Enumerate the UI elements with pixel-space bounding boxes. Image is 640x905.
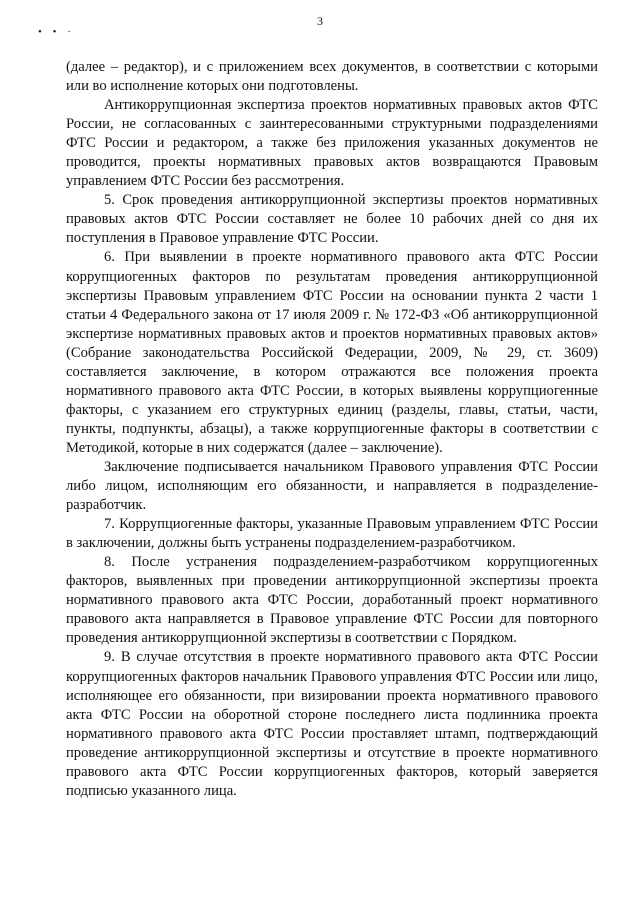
paragraph-item-5: 5. Срок проведения антикоррупционной экспертизы проектов нормативных правовых актов ФТС России составляет не более 10 рабочих дней со дня их поступления в Правовое управление ФТС России. — [66, 192, 598, 247]
page-number: 3 — [317, 14, 323, 28]
paragraph-item-9: 9. В случае отсутствия в проекте нормативного правового акта ФТС России коррупциогенных факторов начальник Правового управления ФТС России или лицо, исполняющее его обязанности, при визировании проекта нормативного правового акта ФТС России на оборотной стороне последнего листа подлинника проекта нормативного правового акта ФТС России проставляет штамп, подтверждающий проведение антикоррупционной экспертизы и отсутствие в проекте нормативного правового акта ФТС России коррупциогенных факторов, который заверяется подписью указанного лица. — [66, 649, 598, 799]
paragraph-item-8: 8. После устранения подразделением-разработчиком коррупциогенных факторов, выявленных при проведении антикоррупционной экспертизы проекта нормативного правового акта ФТС России, доработанный проект нормативного правового акта направляется в Правовое управление ФТС России для повторного проведения антикоррупционной экспертизы в соответствии с Порядком. — [66, 554, 598, 647]
paragraph-item-6: 6. При выявлении в проекте нормативного правового акта ФТС России коррупциогенных факторов по результатам проведения антикоррупционной экспертизы Правовым управлением ФТС России на основании пункта 2 части 1 статьи 4 Федерального закона от 17 июля 2009 г. № 172-ФЗ «Об антикоррупционной экспертизе нормативных правовых актов и проектов нормативных правовых актов» (Собрание законодательства Российской Федерации, 2009, № 29, ст. 3609) составляется заключение, в котором отражаются все положения проекта нормативного правового акта ФТС России, в которых выявлены коррупциогенные факторы, с указанием его структурных единиц (разделы, главы, статьи, части, пункты, подпункты, абзацы), а также коррупциогенные факторы в соответствии с Методикой, которые в них содержатся (далее – заключение). — [66, 249, 598, 456]
document-body — [66, 58, 598, 801]
paragraph-conclusion-signing: Заключение подписывается начальником Правового управления ФТС России либо лицом, исполняющим его обязанности, и направляется в подразделение-разработчик. — [66, 458, 598, 514]
paragraph-expertise-rejection: Антикоррупционная экспертиза проектов нормативных правовых актов ФТС России, не согласованных с заинтересованными структурными подразделениями ФТС России и редактором, а также без приложения указанных документов не проводится, проекты нормативных правовых актов возвращаются Правовым управлением ФТС России без рассмотрения. — [66, 97, 598, 190]
paragraph-item-7: 7. Коррупциогенные факторы, указанные Правовым управлением ФТС России в заключении, должны быть устранены подразделением-разработчиком. — [66, 516, 598, 552]
scan-marks: • • · — [38, 26, 75, 38]
paragraph-continuation: (далее – редактор), и с приложением всех документов, в соответствии с которыми или во исполнение которых они подготовлены. — [66, 59, 598, 95]
